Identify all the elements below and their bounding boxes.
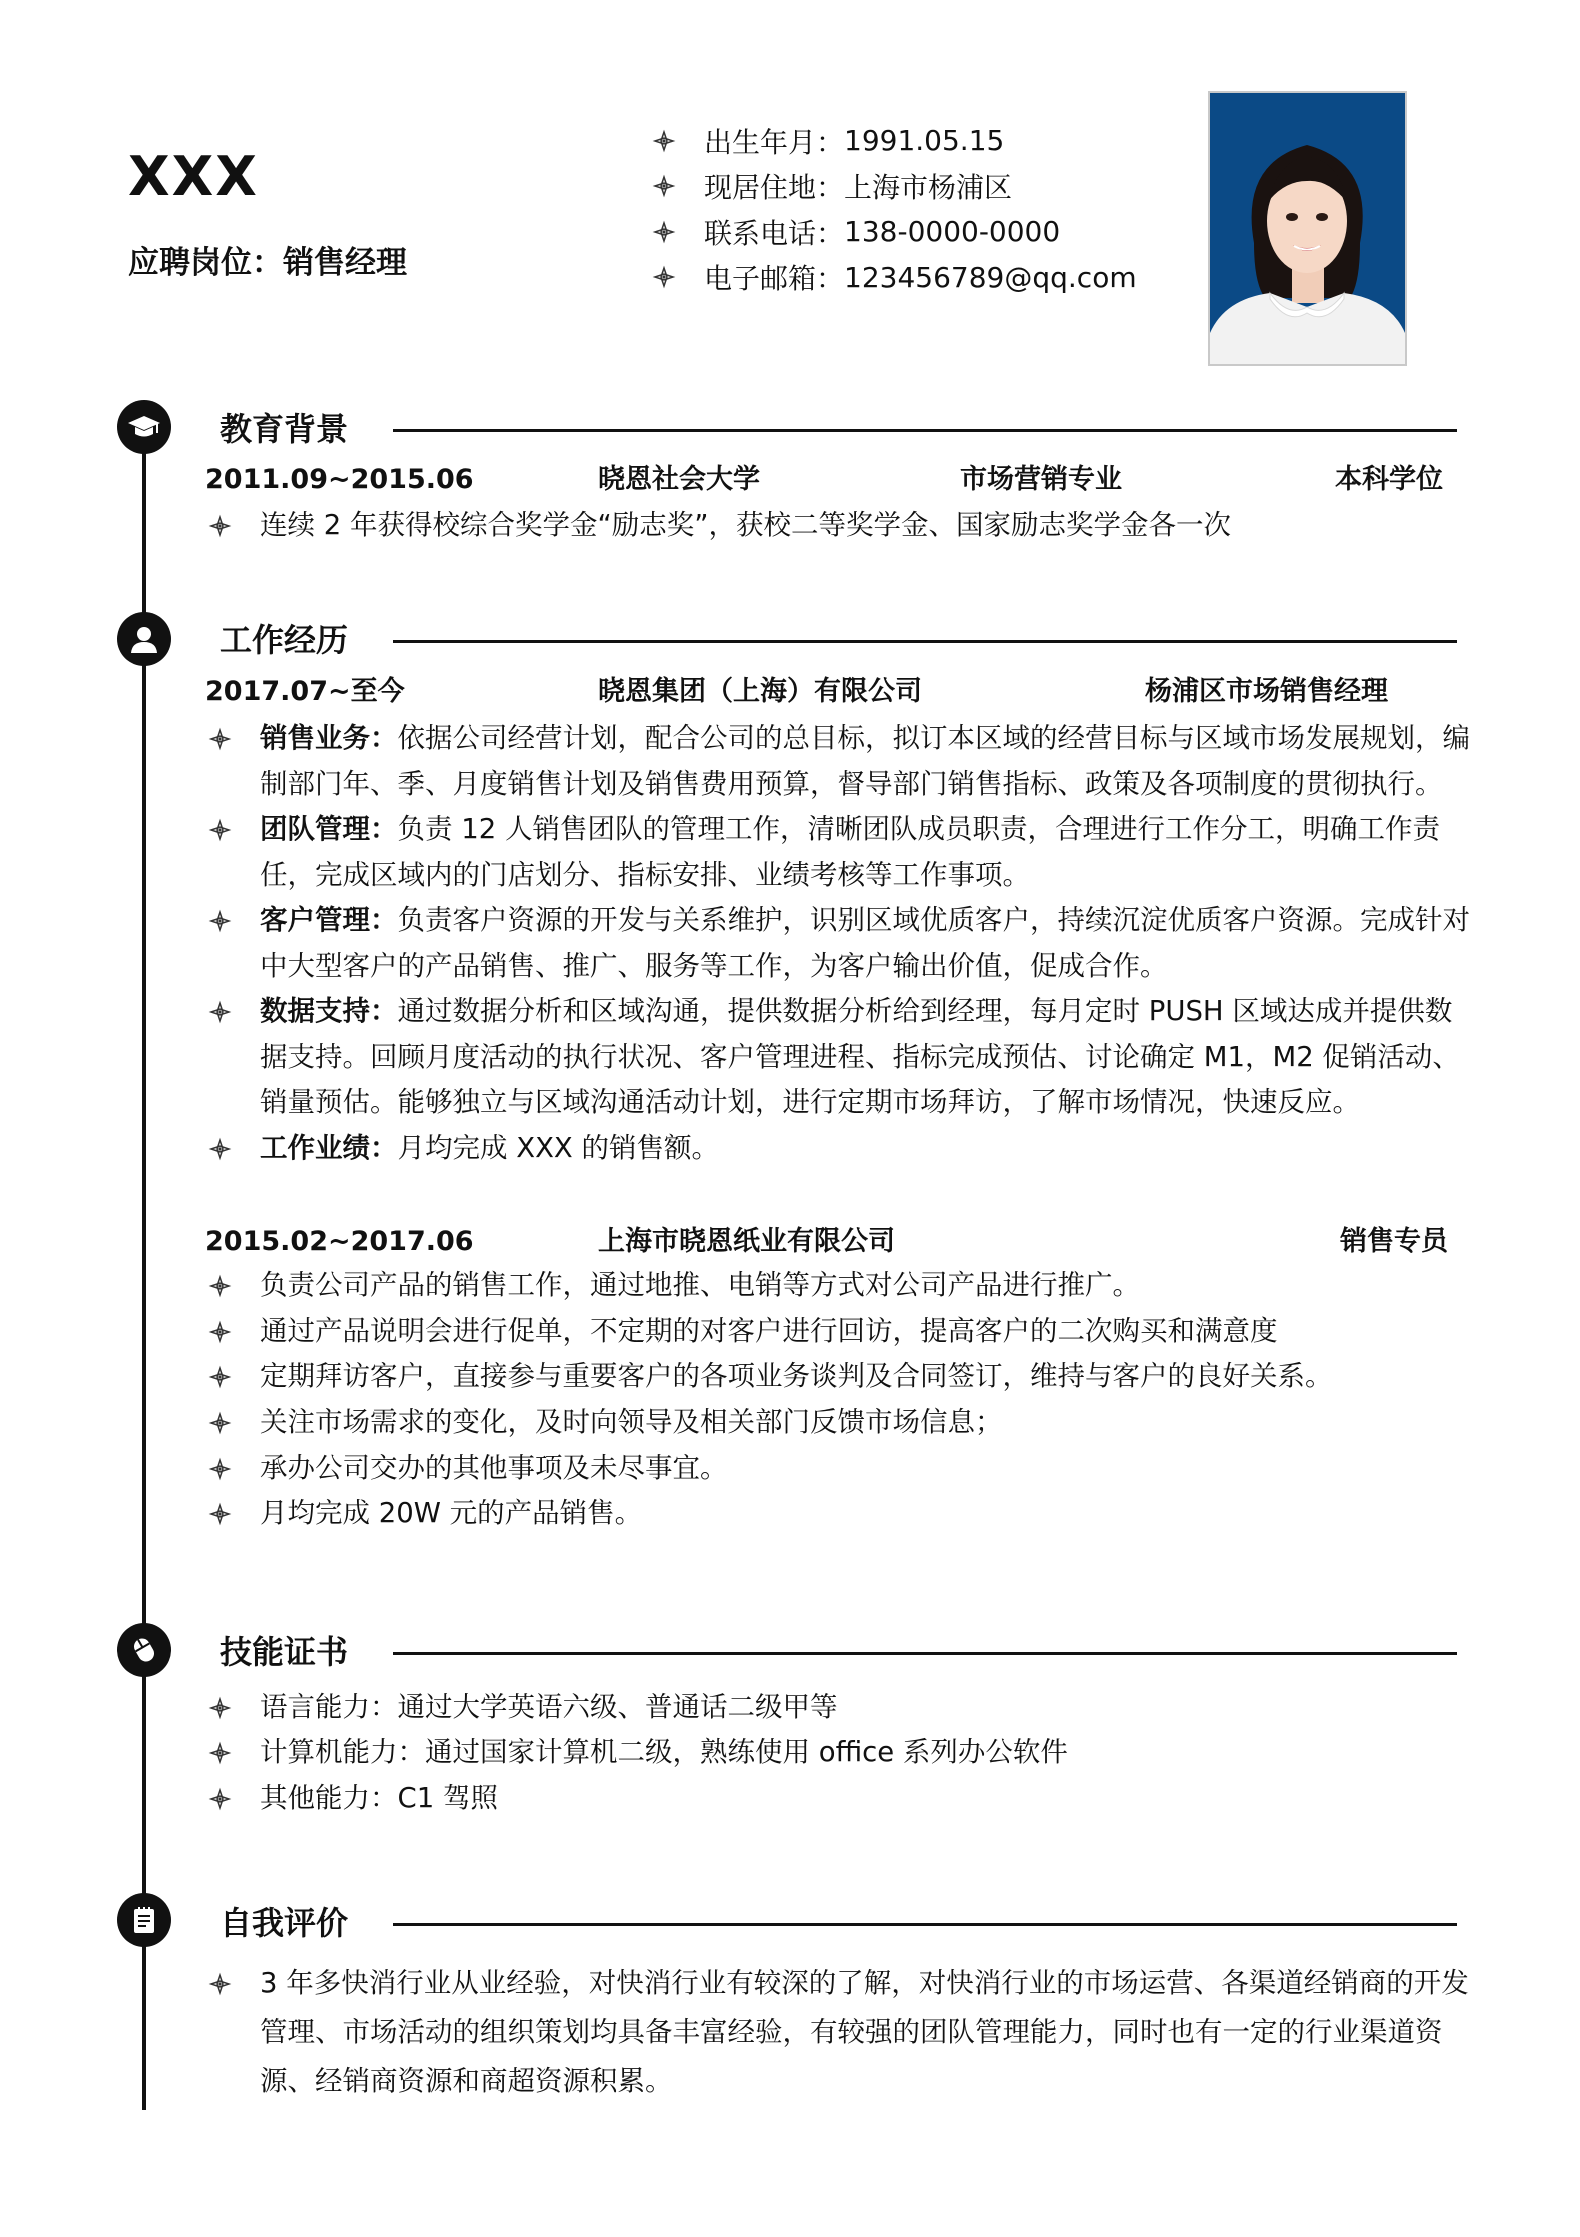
list-item xyxy=(208,1959,1470,2106)
bullet-icon xyxy=(208,818,232,842)
edu-major: 市场营销专业 xyxy=(960,464,1122,495)
item-text: 负责客户资源的开发与关系维护，识别区域优质客户，持续沉淀优质客户资源。完成针对中大型客户的产品销售、推广、服务等工作，为客户输出价值，促成合作。 xyxy=(260,904,1470,982)
job-date: 2017.07~至今 xyxy=(205,676,405,707)
list-item xyxy=(208,1126,1470,1172)
section-title-skills: 技能证书 xyxy=(220,1633,349,1671)
bullet-icon xyxy=(208,1741,232,1765)
applied-position xyxy=(128,245,407,281)
list-item xyxy=(208,1263,1470,1309)
item-text: 定期拜访客户，直接参与重要客户的各项业务谈判及合同签订，维持与客户的良好关系。 xyxy=(260,1360,1333,1392)
item-text: 连续 2 年获得校综合奖学金“励志奖”，获校二等奖学金、国家励志奖学金各一次 xyxy=(260,509,1231,541)
info-label: 电子邮箱： xyxy=(704,262,845,296)
info-label: 联系电话： xyxy=(704,216,845,250)
list-item xyxy=(208,1685,1470,1731)
list-item xyxy=(208,716,1470,807)
section-divider xyxy=(393,1923,1457,1926)
item-text: 3 年多快消行业从业经验，对快消行业有较深的了解，对快消行业的市场运营、各渠道经销商的开发管理、市场活动的组织策划均具备丰富经验，有较强的团队管理能力，同时也有一定的行业渠道资源、经销商资源和商超资源积累。 xyxy=(260,1967,1469,2097)
section-title-self: 自我评价 xyxy=(220,1904,349,1942)
info-value: 上海市杨浦区 xyxy=(844,171,1013,205)
list-item xyxy=(208,1491,1470,1537)
bullet-icon xyxy=(208,1365,232,1389)
job-company: 上海市晓恩纸业有限公司 xyxy=(598,1226,895,1257)
section-divider xyxy=(393,429,1457,432)
bullet-icon xyxy=(208,1137,232,1161)
item-label: 工作业绩： xyxy=(260,1132,398,1164)
job-date: 2015.02~2017.06 xyxy=(205,1226,474,1257)
list-item xyxy=(208,1730,1470,1776)
bullet-icon xyxy=(208,514,232,538)
bullet-icon xyxy=(208,909,232,933)
edu-date: 2011.09~2015.06 xyxy=(205,464,474,495)
list-item xyxy=(208,503,1470,549)
mouse-icon xyxy=(117,1623,171,1677)
job-role: 杨浦区市场销售经理 xyxy=(1145,676,1388,707)
list-item xyxy=(208,1309,1470,1355)
section-divider xyxy=(393,1652,1457,1655)
info-phone xyxy=(652,209,1137,255)
job-role: 销售专员 xyxy=(1340,1226,1448,1257)
item-text: 关注市场需求的变化，及时向领导及相关部门反馈市场信息； xyxy=(260,1406,1003,1438)
position-label: 应聘岗位： xyxy=(128,245,283,281)
info-label: 出生年月： xyxy=(704,125,845,159)
list-item xyxy=(208,807,1470,898)
bullet-icon xyxy=(652,220,676,244)
info-residence xyxy=(652,164,1137,210)
bullet-icon xyxy=(208,1320,232,1344)
bullet-icon xyxy=(208,1000,232,1024)
item-text: 月均完成 20W 元的产品销售。 xyxy=(260,1497,643,1529)
profile-photo xyxy=(1208,91,1407,366)
item-text: 通过数据分析和区域沟通，提供数据分析给到经理，每月定时 PUSH 区域达成并提供数据支持。回顾月度活动的执行状况、客户管理进程、指标完成预估、讨论确定 M1，M2 促销活动、销量预估。能够独立与区域沟通活动计划，进行定期市场拜访，了解市场情况，快速反应。 xyxy=(260,995,1460,1118)
item-text: 月均完成 XXX 的销售额。 xyxy=(397,1132,719,1164)
person-icon xyxy=(117,612,171,666)
info-value: 138-0000-0000 xyxy=(844,215,1061,249)
item-text: 语言能力：通过大学英语六级、普通话二级甲等 xyxy=(260,1691,838,1723)
item-label: 数据支持： xyxy=(260,995,398,1027)
list-item xyxy=(208,1354,1470,1400)
section-divider xyxy=(393,640,1457,643)
graduation-cap-icon xyxy=(117,400,171,454)
bullet-icon xyxy=(652,129,676,153)
personal-info xyxy=(652,118,1137,300)
candidate-name: XXX xyxy=(128,145,259,208)
bullet-icon xyxy=(652,174,676,198)
section-title-education: 教育背景 xyxy=(220,410,349,448)
list-item xyxy=(208,1400,1470,1446)
notepad-icon xyxy=(117,1893,171,1947)
item-text: 承办公司交办的其他事项及未尽事宜。 xyxy=(260,1452,728,1484)
bullet-icon xyxy=(208,1972,232,1996)
bullet-icon xyxy=(652,265,676,289)
item-text: 其他能力：C1 驾照 xyxy=(260,1782,498,1814)
item-text: 负责公司产品的销售工作，通过地推、电销等方式对公司产品进行推广。 xyxy=(260,1269,1140,1301)
bullet-icon xyxy=(208,1696,232,1720)
bullet-icon xyxy=(208,1502,232,1526)
info-label: 现居住地： xyxy=(704,171,845,205)
bullet-icon xyxy=(208,727,232,751)
job-company: 晓恩集团（上海）有限公司 xyxy=(598,676,922,707)
bullet-icon xyxy=(208,1457,232,1481)
item-text: 依据公司经营计划，配合公司的总目标，拟订本区域的经营目标与区域市场发展规划，编制部门年、季、月度销售计划及销售费用预算，督导部门销售指标、政策及各项制度的贯彻执行。 xyxy=(260,722,1470,800)
edu-school: 晓恩社会大学 xyxy=(598,464,760,495)
info-value: 123456789@qq.com xyxy=(844,260,1137,294)
list-item xyxy=(208,1776,1470,1822)
list-item xyxy=(208,1446,1470,1492)
info-value: 1991.05.15 xyxy=(844,124,1005,158)
item-text: 计算机能力：通过国家计算机二级，熟练使用 office 系列办公软件 xyxy=(260,1736,1068,1768)
list-item xyxy=(208,898,1470,989)
item-text: 通过产品说明会进行促单，不定期的对客户进行回访，提高客户的二次购买和满意度 xyxy=(260,1315,1278,1347)
bullet-icon xyxy=(208,1787,232,1811)
edu-degree: 本科学位 xyxy=(1335,464,1443,495)
section-title-work: 工作经历 xyxy=(220,621,349,659)
list-item xyxy=(208,989,1470,1126)
info-birth xyxy=(652,118,1137,164)
item-label: 客户管理： xyxy=(260,904,398,936)
info-email xyxy=(652,255,1137,301)
position-value: 销售经理 xyxy=(283,245,407,281)
item-label: 销售业务： xyxy=(260,722,398,754)
bullet-icon xyxy=(208,1274,232,1298)
item-text: 负责 12 人销售团队的管理工作，清晰团队成员职责，合理进行工作分工，明确工作责任，完成区域内的门店划分、指标安排、业绩考核等工作事项。 xyxy=(260,813,1440,891)
bullet-icon xyxy=(208,1411,232,1435)
item-label: 团队管理： xyxy=(260,813,398,845)
timeline-line xyxy=(142,420,146,2110)
